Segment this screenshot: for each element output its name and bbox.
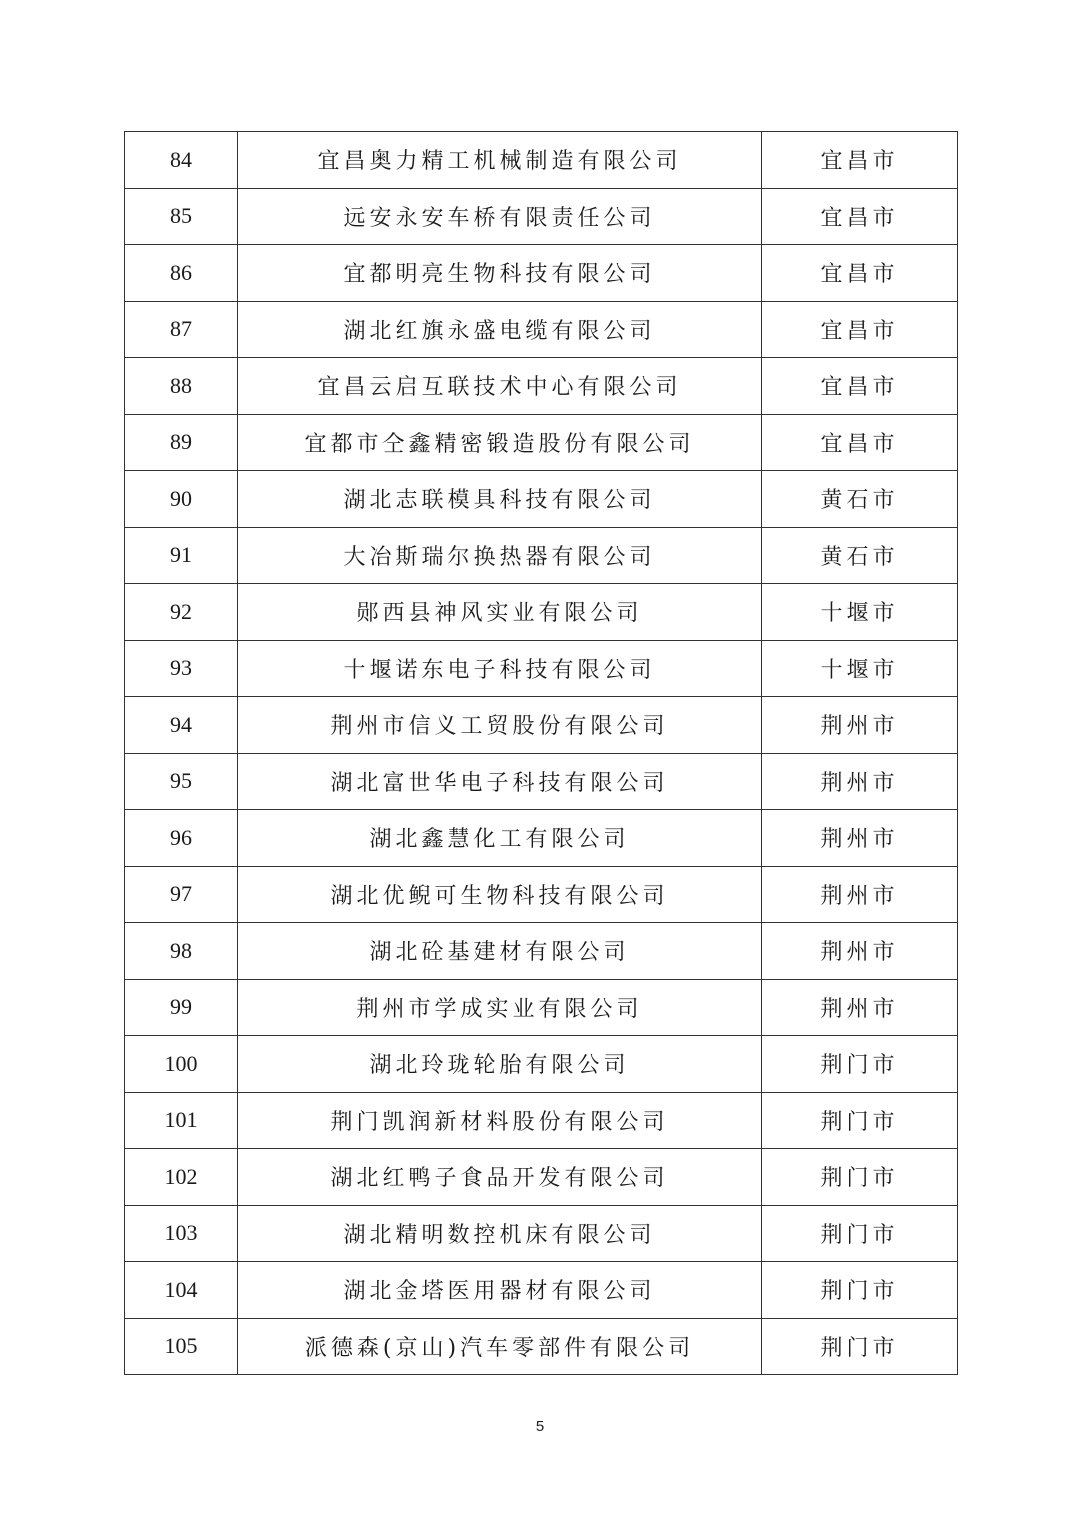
row-number: 105 <box>125 1318 238 1375</box>
company-name: 大冶斯瑞尔换热器有限公司 <box>238 527 762 584</box>
company-name: 湖北优鲵可生物科技有限公司 <box>238 866 762 923</box>
table-row <box>125 414 958 471</box>
city-name: 宜昌市 <box>762 358 958 415</box>
company-name: 宜昌奥力精工机械制造有限公司 <box>238 132 762 189</box>
table-row <box>125 979 958 1036</box>
row-number: 89 <box>125 414 238 471</box>
row-number: 100 <box>125 1036 238 1093</box>
company-name: 荆州市信义工贸股份有限公司 <box>238 697 762 754</box>
table-row <box>125 358 958 415</box>
row-number: 87 <box>125 301 238 358</box>
row-number: 103 <box>125 1205 238 1262</box>
table-body <box>125 132 958 1375</box>
company-name: 派德森(京山)汽车零部件有限公司 <box>238 1318 762 1375</box>
company-name: 湖北志联模具科技有限公司 <box>238 471 762 528</box>
row-number: 104 <box>125 1262 238 1319</box>
row-number: 92 <box>125 584 238 641</box>
table-row <box>125 1262 958 1319</box>
city-name: 黄石市 <box>762 527 958 584</box>
row-number: 93 <box>125 640 238 697</box>
table-row <box>125 527 958 584</box>
table-row <box>125 188 958 245</box>
company-name: 湖北鑫慧化工有限公司 <box>238 810 762 867</box>
city-name: 荆门市 <box>762 1318 958 1375</box>
table-row <box>125 753 958 810</box>
company-name: 荆门凯润新材料股份有限公司 <box>238 1092 762 1149</box>
company-name: 宜都明亮生物科技有限公司 <box>238 245 762 302</box>
row-number: 101 <box>125 1092 238 1149</box>
row-number: 91 <box>125 527 238 584</box>
table-row <box>125 301 958 358</box>
city-name: 宜昌市 <box>762 188 958 245</box>
table-row <box>125 1318 958 1375</box>
city-name: 荆门市 <box>762 1149 958 1206</box>
company-name: 宜昌云启互联技术中心有限公司 <box>238 358 762 415</box>
table-row <box>125 132 958 189</box>
row-number: 90 <box>125 471 238 528</box>
city-name: 荆州市 <box>762 810 958 867</box>
table-row <box>125 1092 958 1149</box>
company-name: 湖北砼基建材有限公司 <box>238 923 762 980</box>
company-name: 湖北玲珑轮胎有限公司 <box>238 1036 762 1093</box>
city-name: 十堰市 <box>762 584 958 641</box>
city-name: 荆门市 <box>762 1036 958 1093</box>
city-name: 荆州市 <box>762 753 958 810</box>
table-row <box>125 640 958 697</box>
company-name: 郧西县神风实业有限公司 <box>238 584 762 641</box>
company-name: 宜都市仝鑫精密锻造股份有限公司 <box>238 414 762 471</box>
table-row <box>125 923 958 980</box>
table-row <box>125 1149 958 1206</box>
row-number: 99 <box>125 979 238 1036</box>
city-name: 荆州市 <box>762 697 958 754</box>
city-name: 荆门市 <box>762 1262 958 1319</box>
city-name: 宜昌市 <box>762 414 958 471</box>
city-name: 荆门市 <box>762 1205 958 1262</box>
city-name: 黄石市 <box>762 471 958 528</box>
table-row <box>125 471 958 528</box>
city-name: 荆门市 <box>762 1092 958 1149</box>
company-name: 湖北红旗永盛电缆有限公司 <box>238 301 762 358</box>
row-number: 86 <box>125 245 238 302</box>
row-number: 98 <box>125 923 238 980</box>
company-name: 湖北富世华电子科技有限公司 <box>238 753 762 810</box>
row-number: 97 <box>125 866 238 923</box>
row-number: 102 <box>125 1149 238 1206</box>
company-list-table <box>124 131 958 1375</box>
company-name: 远安永安车桥有限责任公司 <box>238 188 762 245</box>
company-name: 湖北红鸭子食品开发有限公司 <box>238 1149 762 1206</box>
table-row <box>125 866 958 923</box>
company-name: 荆州市学成实业有限公司 <box>238 979 762 1036</box>
row-number: 94 <box>125 697 238 754</box>
company-name: 湖北金塔医用器材有限公司 <box>238 1262 762 1319</box>
city-name: 宜昌市 <box>762 132 958 189</box>
table-row <box>125 1205 958 1262</box>
row-number: 85 <box>125 188 238 245</box>
page-number: 5 <box>535 1418 545 1435</box>
table-row <box>125 1036 958 1093</box>
city-name: 宜昌市 <box>762 301 958 358</box>
company-name: 十堰诺东电子科技有限公司 <box>238 640 762 697</box>
company-name: 湖北精明数控机床有限公司 <box>238 1205 762 1262</box>
table-row <box>125 810 958 867</box>
city-name: 荆州市 <box>762 979 958 1036</box>
table-row <box>125 697 958 754</box>
row-number: 96 <box>125 810 238 867</box>
city-name: 宜昌市 <box>762 245 958 302</box>
row-number: 84 <box>125 132 238 189</box>
table-row <box>125 584 958 641</box>
row-number: 88 <box>125 358 238 415</box>
table-row <box>125 245 958 302</box>
city-name: 十堰市 <box>762 640 958 697</box>
city-name: 荆州市 <box>762 923 958 980</box>
city-name: 荆州市 <box>762 866 958 923</box>
row-number: 95 <box>125 753 238 810</box>
